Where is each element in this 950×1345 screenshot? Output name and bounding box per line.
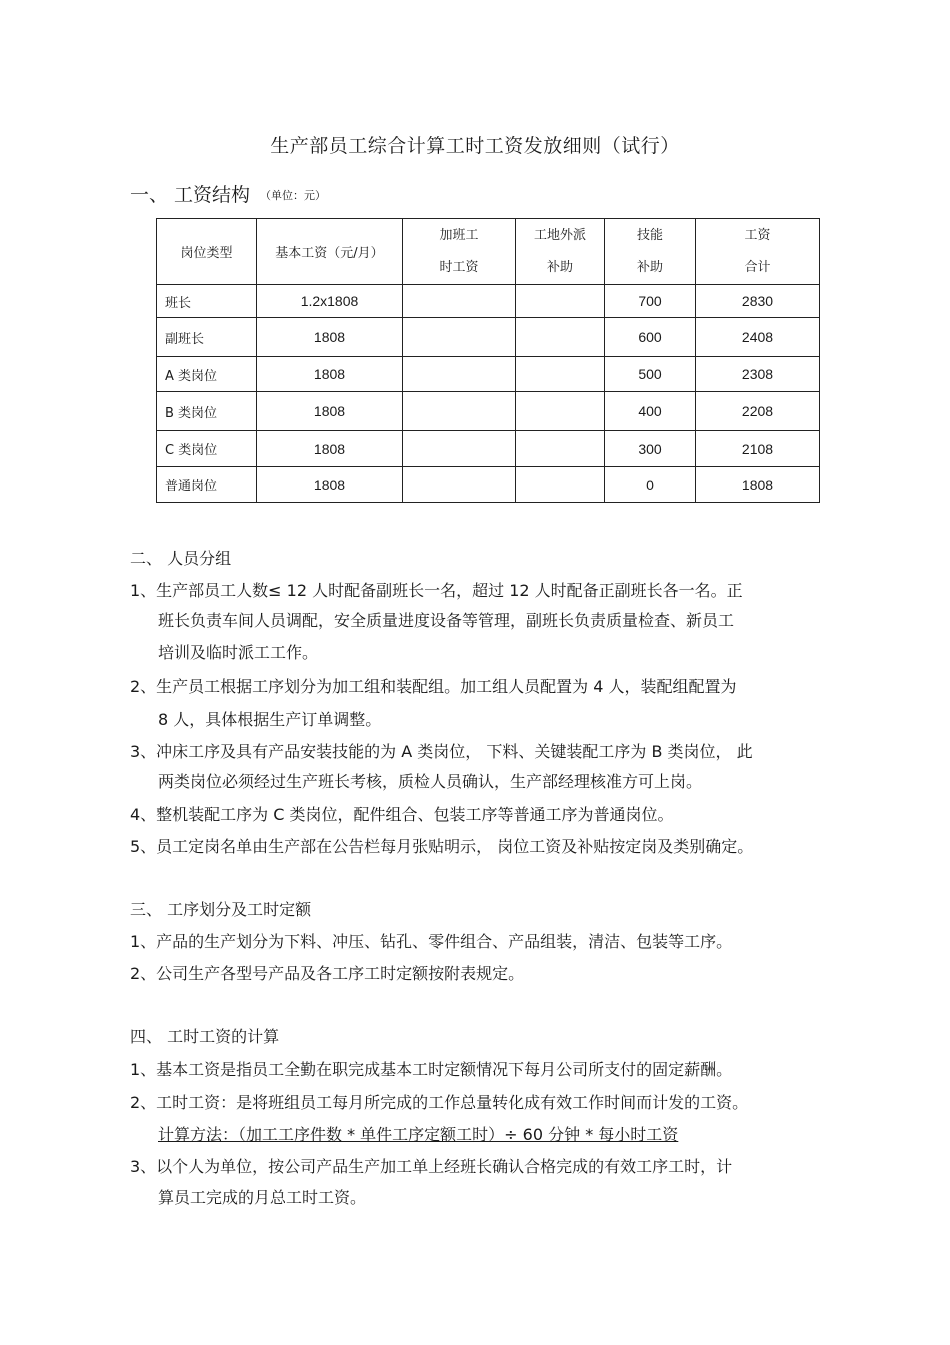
section-1-title: 一、 工资结构 [130,184,251,206]
paragraph-line: 2、公司生产各型号产品及各工序工时定额按附表规定。 [130,964,525,983]
section-2-heading: 二、 人员分组 [130,549,232,568]
table-cell: 300 [605,431,696,467]
table-cell [403,467,516,503]
table-header-row [157,219,820,285]
section-3-heading: 三、 工序划分及工时定额 [130,900,312,919]
table-row [157,467,820,503]
table-cell: C 类岗位 [157,431,257,467]
paragraph-line: 算员工完成的月总工时工资。 [158,1188,367,1207]
table-cell: 2108 [696,431,820,467]
paragraph-line: 3、冲床工序及具有产品安装技能的为 A 类岗位， 下料、关键装配工序为 B 类岗位， 此 [130,742,753,761]
table-cell: 700 [605,285,696,318]
table-cell [516,467,605,503]
table-row [157,318,820,357]
paragraph-line: 培训及临时派工工作。 [158,643,319,662]
table-row [157,285,820,318]
table-row [157,357,820,392]
paragraph-line: 8 人，具体根据生产订单调整。 [158,710,382,729]
header-cell: 加班工 时工资 [403,219,516,285]
table-cell: 2208 [696,392,820,431]
wage-structure-table [156,218,820,503]
page-title: 生产部员工综合计算工时工资发放细则（试行） [270,135,680,157]
table-cell: 600 [605,318,696,357]
table-row [157,392,820,431]
table-cell: B 类岗位 [157,392,257,431]
section-4-heading: 四、 工时工资的计算 [130,1027,280,1046]
paragraph-line: 1、生产部员工人数≤ 12 人时配备副班长一名，超过 12 人时配备正副班长各一名。正 [130,581,743,600]
table-cell [516,285,605,318]
table-cell: 0 [605,467,696,503]
table-cell: 500 [605,357,696,392]
table-cell: A 类岗位 [157,357,257,392]
table-cell [403,357,516,392]
table-cell: 普通岗位 [157,467,257,503]
table-cell: 2830 [696,285,820,318]
paragraph-line: 2、生产员工根据工序划分为加工组和装配组。加工组人员配置为 4 人，装配组配置为 [130,677,737,696]
paragraph-line: 2、工时工资：是将班组员工每月所完成的工作总量转化成有效工作时间而计发的工资。 [130,1093,749,1112]
unit-note: （单位：元） [260,189,327,202]
table-cell [516,318,605,357]
table-cell: 1808 [257,392,403,431]
header-cell: 技能 补助 [605,219,696,285]
table-cell: 1808 [257,431,403,467]
paragraph-line: 5、员工定岗名单由生产部在公告栏每月张贴明示， 岗位工资及补贴按定岗及类别确定。 [130,837,754,856]
header-cell: 岗位类型 [157,219,257,285]
table-cell: 1.2x1808 [257,285,403,318]
header-cell: 基本工资（元/月） [257,219,403,285]
table-cell: 2408 [696,318,820,357]
table-cell: 400 [605,392,696,431]
table-cell: 1808 [257,318,403,357]
table-cell [403,318,516,357]
table-cell: 1808 [696,467,820,503]
section-1-heading [130,180,326,207]
formula-line: 计算方法：（加工工序件数 * 单件工序定额工时）÷ 60 分钟 * 每小时工资 [158,1125,679,1144]
table-cell [516,357,605,392]
paragraph-line: 3、以个人为单位，按公司产品生产加工单上经班长确认合格完成的有效工序工时，计 [130,1157,733,1176]
table-cell: 1808 [257,467,403,503]
table-cell [516,431,605,467]
table-cell: 2308 [696,357,820,392]
table-cell [403,392,516,431]
table-cell [403,431,516,467]
header-cell: 工地外派 补助 [516,219,605,285]
paragraph-line: 4、整机装配工序为 C 类岗位，配件组合、包装工序等普通工序为普通岗位。 [130,805,674,824]
table-cell: 班长 [157,285,257,318]
table-cell: 1808 [257,357,403,392]
header-cell: 工资 合计 [696,219,820,285]
table-row [157,431,820,467]
table-cell [403,285,516,318]
table-cell [516,392,605,431]
paragraph-line: 1、基本工资是指员工全勤在职完成基本工时定额情况下每月公司所支付的固定薪酬。 [130,1060,733,1079]
paragraph-line: 两类岗位必须经过生产班长考核，质检人员确认，生产部经理核准方可上岗。 [158,772,703,791]
table-cell: 副班长 [157,318,257,357]
paragraph-line: 班长负责车间人员调配，安全质量进度设备等管理，副班长负责质量检查、新员工 [158,611,735,630]
paragraph-line: 1、产品的生产划分为下料、冲压、钻孔、零件组合、产品组装，清洁、包装等工序。 [130,932,733,951]
